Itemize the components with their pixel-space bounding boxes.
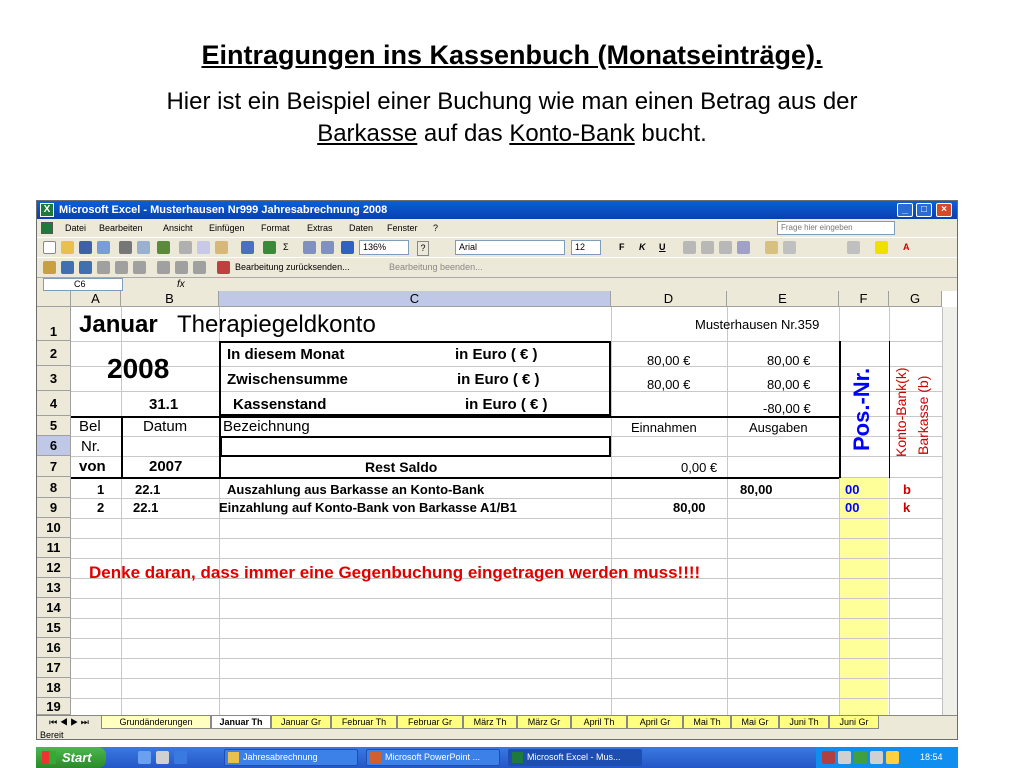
paste-icon[interactable]: [215, 241, 228, 254]
row-header-5[interactable]: 5: [37, 416, 71, 436]
tray-icon-5[interactable]: [886, 751, 899, 764]
zoom-select[interactable]: 136%: [359, 240, 409, 255]
review-icon-2[interactable]: [61, 261, 74, 274]
col-header-g[interactable]: G: [889, 291, 942, 307]
gridline: [71, 391, 942, 392]
entry-1-text: Auszahlung aus Barkasse an Konto-Bank: [227, 482, 485, 497]
excel-window: [36, 200, 958, 740]
row-header-1[interactable]: 1: [37, 307, 71, 341]
header-border: [71, 477, 839, 479]
volume-icon[interactable]: [870, 751, 883, 764]
ausgaben-header: Ausgaben: [749, 420, 808, 435]
font-size-select[interactable]: 12: [571, 240, 601, 255]
konto-bank-label: Konto-Bank(k): [893, 367, 909, 457]
zwischensumme-label: Zwischensumme: [227, 371, 348, 388]
review-icon-7[interactable]: [157, 261, 170, 274]
col-header-f[interactable]: F: [839, 291, 889, 307]
folder-icon: [228, 752, 239, 763]
row-header-3[interactable]: 3: [37, 366, 71, 391]
copy-icon[interactable]: [197, 241, 210, 254]
window-title: Microsoft Excel - Musterhausen Nr999 Jahresabrechnung 2008: [59, 204, 388, 216]
font-color-icon[interactable]: A: [903, 242, 910, 252]
slide-title: Eintragungen ins Kassenbuch (Monatseinträge).: [201, 40, 823, 70]
gridline: [71, 558, 942, 559]
tab-april-gr[interactable]: April Gr: [627, 716, 683, 729]
e3-value: 80,00 €: [767, 377, 811, 392]
gridline: [727, 307, 728, 715]
bold-button[interactable]: F: [619, 242, 625, 252]
align-left-icon[interactable]: [683, 241, 696, 254]
merge-icon[interactable]: [737, 241, 750, 254]
barkasse-word: Barkasse: [317, 120, 418, 147]
task-label-1: Jahresabrechnung: [243, 752, 318, 762]
task-excel[interactable]: [508, 749, 642, 766]
currency-icon[interactable]: [765, 241, 778, 254]
windows-flag-icon: [42, 751, 56, 764]
quicklaunch-ie-icon[interactable]: [138, 751, 151, 764]
tab-januar-th[interactable]: Januar Th: [211, 716, 271, 729]
menu-bar: [37, 219, 957, 237]
tab-scroll-buttons[interactable]: ⏮ ◀ ▶ ⏭: [49, 717, 89, 727]
menu-extras[interactable]: Extras: [307, 223, 333, 233]
menu-daten[interactable]: Daten: [349, 223, 374, 233]
entry-1-nr: 1: [97, 482, 105, 497]
row-header-8[interactable]: 8: [37, 477, 71, 498]
location-label: Musterhausen Nr.359: [695, 317, 820, 332]
tab-mai-th[interactable]: Mai Th: [683, 716, 731, 729]
menu-ansicht[interactable]: Ansicht: [163, 223, 193, 233]
row-header-2[interactable]: 2: [37, 341, 71, 366]
new-icon[interactable]: [43, 241, 56, 254]
quicklaunch-media-icon[interactable]: [174, 751, 187, 764]
menu-fenster[interactable]: Fenster: [387, 223, 418, 233]
col-header-a[interactable]: A: [71, 291, 121, 307]
task-label-3: Microsoft Excel - Mus...: [527, 752, 621, 762]
help-icon[interactable]: ?: [417, 241, 429, 256]
hyperlink-icon[interactable]: [263, 241, 276, 254]
excel-icon: [512, 752, 523, 763]
euro-label-4: in Euro ( € ): [465, 396, 548, 413]
year-label: 2008: [107, 353, 170, 384]
gridline: [71, 518, 942, 519]
taskbar: [36, 747, 958, 768]
datum-header: Datum: [143, 418, 188, 435]
indent-icon[interactable]: [783, 241, 796, 254]
quicklaunch-desktop-icon[interactable]: [156, 751, 169, 764]
pos-nr-label: Pos.-Nr.: [849, 367, 874, 451]
row-header-12[interactable]: 12: [37, 558, 71, 578]
status-bar: Bereit: [37, 729, 957, 740]
tab-februar-th[interactable]: Februar Th: [331, 716, 397, 729]
row-header-16[interactable]: 16: [37, 638, 71, 658]
font-select[interactable]: Arial: [455, 240, 565, 255]
spreadsheet-grid[interactable]: [37, 291, 957, 715]
fill-color-icon[interactable]: [875, 241, 888, 254]
row-header-9[interactable]: 9: [37, 498, 71, 518]
row-header-7[interactable]: 7: [37, 456, 71, 477]
entry-1-code: b: [903, 482, 911, 497]
subtitle-end: bucht.: [641, 120, 707, 147]
einnahmen-header: Einnahmen: [631, 420, 697, 435]
cut-icon[interactable]: [179, 241, 192, 254]
barkasse-label: Barkasse (b): [915, 375, 931, 455]
excel-app-icon[interactable]: X: [40, 203, 54, 217]
review-toolbar: [37, 257, 957, 277]
review-icon-1[interactable]: [43, 261, 56, 274]
chart-icon[interactable]: [341, 241, 354, 254]
tab-februar-gr[interactable]: Februar Gr: [397, 716, 463, 729]
row-header-17[interactable]: 17: [37, 658, 71, 678]
euro-label-3: in Euro ( € ): [457, 371, 540, 388]
entry-2-text: Einzahlung auf Konto-Bank von Barkasse A1/B1: [219, 500, 517, 515]
vertical-scrollbar[interactable]: [942, 307, 957, 715]
reply-icon[interactable]: [217, 261, 230, 274]
task-label-2: Microsoft PowerPoint ...: [385, 752, 481, 762]
d7-value: 0,00 €: [681, 460, 718, 475]
gridline: [611, 307, 612, 715]
workbook-icon[interactable]: [41, 222, 53, 234]
close-button[interactable]: ×: [936, 203, 952, 217]
start-label: Start: [62, 750, 92, 765]
borders-icon[interactable]: [847, 241, 860, 254]
ask-question-input[interactable]: Frage hier eingeben: [777, 221, 895, 235]
gridline: [71, 658, 942, 659]
review-icon-6[interactable]: [133, 261, 146, 274]
select-all-corner[interactable]: [37, 291, 71, 307]
d2-value: 80,00 €: [647, 353, 691, 368]
entry-1-datum: 22.1: [135, 482, 161, 497]
maximize-button[interactable]: □: [916, 203, 932, 217]
euro-label-2: in Euro ( € ): [455, 346, 538, 363]
tab-maerz-gr[interactable]: März Gr: [517, 716, 571, 729]
review-send-button[interactable]: Bearbeitung zurücksenden...: [235, 262, 350, 272]
tab-april-th[interactable]: April Th: [571, 716, 627, 729]
col-header-d[interactable]: D: [611, 291, 727, 307]
konto-bank-word: Konto-Bank: [509, 120, 635, 147]
task-powerpoint[interactable]: [366, 749, 500, 766]
rest-saldo-label: Rest Saldo: [365, 459, 438, 475]
entry-1-pos: 00: [845, 482, 860, 497]
year-2007: 2007: [149, 458, 183, 475]
open-icon[interactable]: [61, 241, 74, 254]
tab-juni-gr[interactable]: Juni Gr: [829, 716, 879, 729]
pos-border: [839, 341, 841, 478]
bel-header: Bel: [79, 418, 101, 435]
standard-toolbar: [37, 237, 957, 257]
formula-bar: [37, 277, 957, 291]
subtitle-line-1: Hier ist ein Beispiel einer Buchung wie man einen Betrag aus der: [166, 88, 858, 115]
review-icon-5[interactable]: [115, 261, 128, 274]
tray-icon-2[interactable]: [838, 751, 851, 764]
tab-grundaenderungen[interactable]: Grundänderungen: [101, 716, 211, 729]
italic-button[interactable]: K: [639, 242, 646, 252]
d3-value: 80,00 €: [647, 377, 691, 392]
gridline: [71, 498, 942, 499]
tab-maerz-th[interactable]: März Th: [463, 716, 517, 729]
clock: 18:54: [920, 752, 943, 762]
pos-border: [889, 341, 890, 478]
e2-value: 80,00 €: [767, 353, 811, 368]
col-header-c[interactable]: C: [219, 291, 611, 307]
permission-icon[interactable]: [97, 241, 110, 254]
tray-icon-3[interactable]: [854, 751, 867, 764]
system-tray: [816, 747, 958, 768]
align-right-icon[interactable]: [719, 241, 732, 254]
review-icon-9[interactable]: [193, 261, 206, 274]
fx-icon[interactable]: fx: [177, 279, 185, 290]
name-box[interactable]: C6: [43, 278, 123, 291]
gridline: [71, 698, 942, 699]
powerpoint-icon: [370, 752, 381, 763]
tab-mai-gr[interactable]: Mai Gr: [731, 716, 779, 729]
tab-juni-th[interactable]: Juni Th: [779, 716, 829, 729]
task-jahresabrechnung[interactable]: [224, 749, 358, 766]
month-label: Januar: [79, 311, 158, 338]
preview-icon[interactable]: [137, 241, 150, 254]
gridline: [71, 678, 942, 679]
subtitle-mid: auf das: [423, 120, 503, 147]
menu-bearbeiten[interactable]: Bearbeiten: [99, 223, 143, 233]
entry-2-einnahmen: 80,00: [673, 500, 706, 515]
kassenstand-date: 31.1: [149, 396, 179, 413]
menu-einfuegen[interactable]: Einfügen: [209, 223, 245, 233]
monat-label: In diesem Monat: [227, 346, 345, 363]
row-header-15[interactable]: 15: [37, 618, 71, 638]
bezeichnung-header: Bezeichnung: [223, 418, 310, 435]
col-header-b[interactable]: B: [121, 291, 219, 307]
box-border: [609, 341, 611, 416]
review-end-button[interactable]: Bearbeitung beenden...: [389, 262, 483, 272]
review-icon-3[interactable]: [79, 261, 92, 274]
window-titlebar[interactable]: [37, 201, 957, 219]
row-header-19[interactable]: 19: [37, 698, 71, 715]
gridline: [71, 618, 942, 619]
entry-2-nr: 2: [97, 500, 105, 515]
sheet-tabs: [37, 715, 957, 729]
von-label: von: [79, 458, 106, 475]
row-header-13[interactable]: 13: [37, 578, 71, 598]
row-header-14[interactable]: 14: [37, 598, 71, 618]
start-button[interactable]: [36, 747, 106, 768]
entry-2-datum: 22.1: [133, 500, 159, 515]
entry-2-pos: 00: [845, 500, 860, 515]
undo-icon[interactable]: [241, 241, 254, 254]
row-header-11[interactable]: 11: [37, 538, 71, 558]
save-icon[interactable]: [79, 241, 92, 254]
tab-januar-gr[interactable]: Januar Gr: [271, 716, 331, 729]
menu-format[interactable]: Format: [261, 223, 290, 233]
gridline: [71, 638, 942, 639]
gridline: [71, 366, 942, 367]
row-header-4[interactable]: 4: [37, 391, 71, 416]
row-header-18[interactable]: 18: [37, 678, 71, 698]
spelling-icon[interactable]: [157, 241, 170, 254]
review-icon-8[interactable]: [175, 261, 188, 274]
warning-text: Denke daran, dass immer eine Gegenbuchung eingetragen werden muss!!!!: [89, 563, 701, 582]
tray-icon-1[interactable]: [822, 751, 835, 764]
gridline: [71, 598, 942, 599]
review-icon-4[interactable]: [97, 261, 110, 274]
sort-desc-icon[interactable]: [321, 241, 334, 254]
row-header-10[interactable]: 10: [37, 518, 71, 538]
entry-2-code: k: [903, 500, 911, 515]
autosum-icon[interactable]: Σ: [283, 242, 289, 252]
e4-value: -80,00 €: [763, 401, 811, 416]
print-icon[interactable]: [119, 241, 132, 254]
row-header-6[interactable]: 6: [37, 436, 71, 456]
nr-header: Nr.: [81, 438, 101, 455]
sort-asc-icon[interactable]: [303, 241, 316, 254]
underline-button[interactable]: U: [659, 242, 666, 252]
box-border: [219, 341, 611, 343]
box-border: [219, 341, 221, 416]
col-header-e[interactable]: E: [727, 291, 839, 307]
slide-subtitle: [0, 86, 1024, 150]
gridline: [71, 538, 942, 539]
active-cell-c6[interactable]: [220, 436, 611, 457]
kassenstand-label: Kassenstand: [233, 396, 327, 413]
align-center-icon[interactable]: [701, 241, 714, 254]
sheet-title: Therapiegeldkonto: [177, 311, 376, 338]
header-border: [121, 416, 123, 478]
entry-1-ausgaben: 80,00: [740, 482, 773, 497]
menu-datei[interactable]: Datei: [65, 223, 87, 233]
menu-help[interactable]: ?: [433, 223, 439, 233]
subtitle-line-2: [0, 118, 1024, 150]
minimize-button[interactable]: _: [897, 203, 913, 217]
